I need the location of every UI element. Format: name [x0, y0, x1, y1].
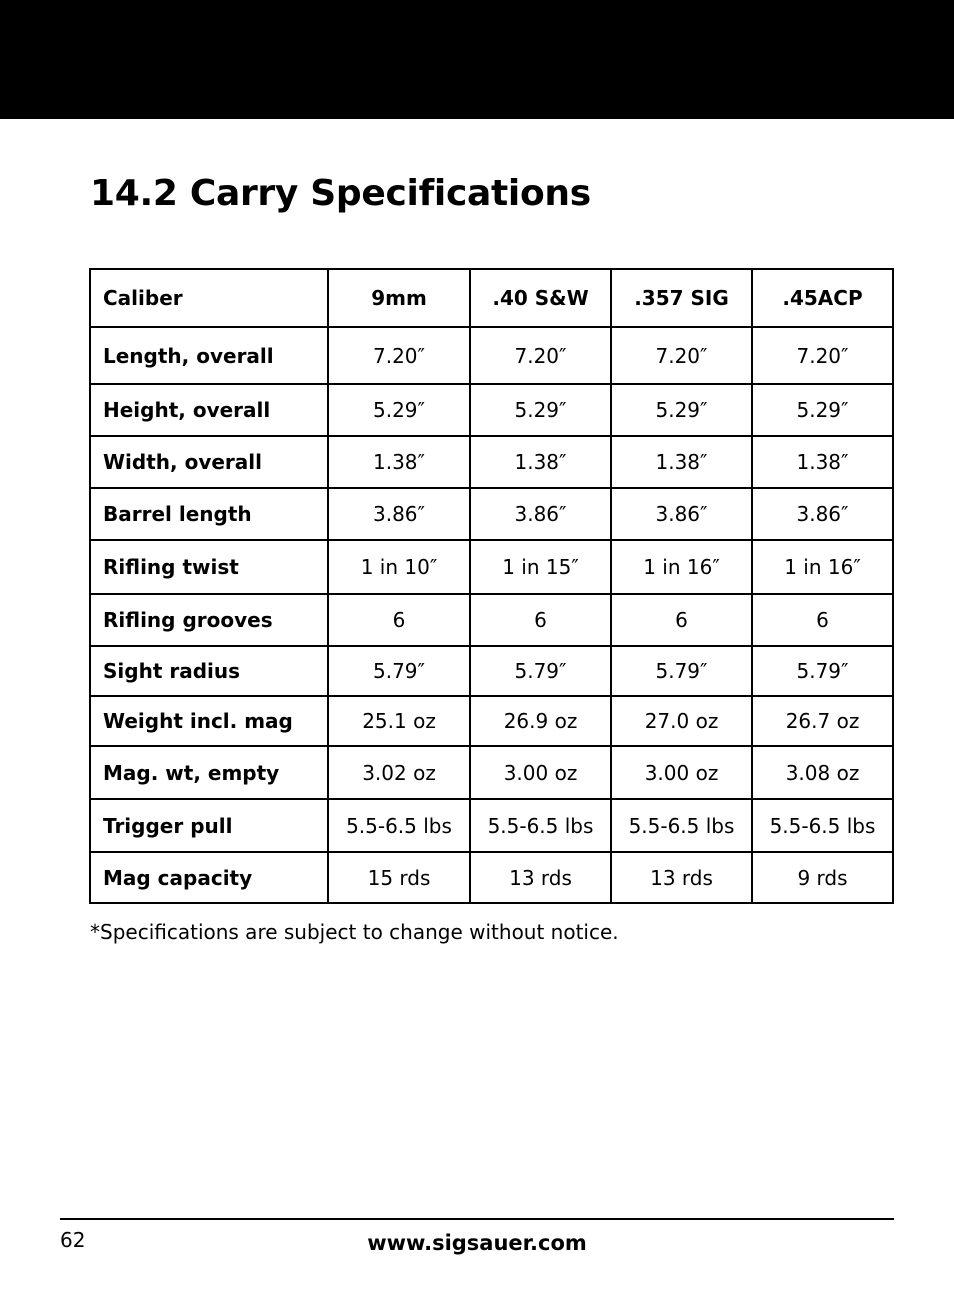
table-cell: 3.08 oz: [752, 746, 893, 799]
row-label: Weight incl. mag: [90, 696, 328, 746]
table-cell: 6: [328, 594, 470, 646]
page-title: 14.2 Carry Specifications: [90, 173, 591, 214]
table-cell: 7.20″: [752, 327, 893, 384]
footer-divider: [60, 1218, 894, 1220]
table-cell: 5.5-6.5 lbs: [752, 799, 893, 852]
table-cell: 5.29″: [611, 384, 752, 436]
table-row: [90, 799, 893, 852]
table-cell: 3.86″: [611, 488, 752, 540]
row-label: Mag. wt, empty: [90, 746, 328, 799]
table-cell: 5.79″: [611, 646, 752, 696]
table-cell: 1 in 16″: [611, 540, 752, 594]
table-row: [90, 327, 893, 384]
table-cell: 3.00 oz: [611, 746, 752, 799]
page-number: 62: [60, 1228, 86, 1252]
table-cell: 3.86″: [470, 488, 611, 540]
table-cell: 5.5-6.5 lbs: [611, 799, 752, 852]
table-row: [90, 594, 893, 646]
table-cell: 5.79″: [470, 646, 611, 696]
table-cell: 5.79″: [752, 646, 893, 696]
footer-url: www.sigsauer.com: [367, 1231, 587, 1255]
header-cell-45acp: .45ACP: [752, 269, 893, 327]
table-cell: 7.20″: [328, 327, 470, 384]
row-label: Mag capacity: [90, 852, 328, 903]
table-cell: 1.38″: [470, 436, 611, 488]
table-cell: 7.20″: [470, 327, 611, 384]
table-row: [90, 696, 893, 746]
table-cell: 6: [752, 594, 893, 646]
row-label: Length, overall: [90, 327, 328, 384]
table-row: [90, 852, 893, 903]
table-cell: 13 rds: [470, 852, 611, 903]
table-cell: 3.02 oz: [328, 746, 470, 799]
table-cell: 7.20″: [611, 327, 752, 384]
table-row: [90, 540, 893, 594]
header-cell-caliber: Caliber: [90, 269, 328, 327]
table-cell: 1 in 10″: [328, 540, 470, 594]
table-row: [90, 746, 893, 799]
header-cell-9mm: 9mm: [328, 269, 470, 327]
table-cell: 25.1 oz: [328, 696, 470, 746]
table-cell: 9 rds: [752, 852, 893, 903]
header-bar: [0, 0, 954, 119]
table-cell: 5.5-6.5 lbs: [328, 799, 470, 852]
row-label: Rifling twist: [90, 540, 328, 594]
table-cell: 1 in 15″: [470, 540, 611, 594]
row-label: Width, overall: [90, 436, 328, 488]
table-cell: 13 rds: [611, 852, 752, 903]
table-cell: 26.9 oz: [470, 696, 611, 746]
table-cell: 15 rds: [328, 852, 470, 903]
table-cell: 1.38″: [611, 436, 752, 488]
table-row: [90, 436, 893, 488]
table-cell: 5.79″: [328, 646, 470, 696]
row-label: Barrel length: [90, 488, 328, 540]
table-cell: 27.0 oz: [611, 696, 752, 746]
table-cell: 3.86″: [752, 488, 893, 540]
table-cell: 5.29″: [328, 384, 470, 436]
table-row: [90, 488, 893, 540]
specifications-table: [89, 268, 894, 904]
row-label: Height, overall: [90, 384, 328, 436]
row-label: Trigger pull: [90, 799, 328, 852]
table-row: [90, 384, 893, 436]
table-cell: 5.29″: [470, 384, 611, 436]
table-cell: 5.5-6.5 lbs: [470, 799, 611, 852]
table-cell: 1.38″: [752, 436, 893, 488]
header-cell-40sw: .40 S&W: [470, 269, 611, 327]
table-row: [90, 646, 893, 696]
footnote: *Specifications are subject to change without notice.: [90, 920, 619, 944]
table-cell: 3.86″: [328, 488, 470, 540]
table-header-row: [90, 269, 893, 327]
table-cell: 26.7 oz: [752, 696, 893, 746]
table-cell: 1 in 16″: [752, 540, 893, 594]
table-cell: 5.29″: [752, 384, 893, 436]
table-cell: 3.00 oz: [470, 746, 611, 799]
table-cell: 6: [611, 594, 752, 646]
table-cell: 6: [470, 594, 611, 646]
header-cell-357sig: .357 SIG: [611, 269, 752, 327]
row-label: Sight radius: [90, 646, 328, 696]
table-cell: 1.38″: [328, 436, 470, 488]
row-label: Rifling grooves: [90, 594, 328, 646]
